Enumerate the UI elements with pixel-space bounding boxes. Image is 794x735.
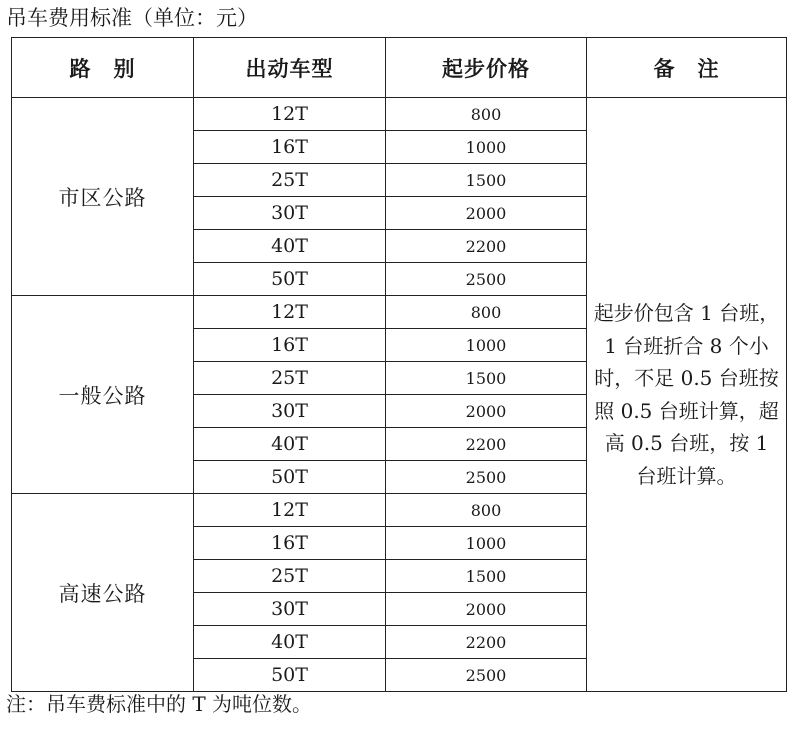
vehicle-model-cell: 40T bbox=[194, 626, 386, 659]
price-cell: 2500 bbox=[386, 659, 587, 692]
page-title: 吊车费用标准（单位：元） bbox=[6, 6, 258, 30]
vehicle-model-cell: 16T bbox=[194, 131, 386, 164]
price-cell: 2000 bbox=[386, 197, 587, 230]
vehicle-model-cell: 40T bbox=[194, 428, 386, 461]
vehicle-model-cell: 50T bbox=[194, 659, 386, 692]
vehicle-model-cell: 12T bbox=[194, 98, 386, 131]
vehicle-model-cell: 30T bbox=[194, 197, 386, 230]
table-body bbox=[12, 98, 787, 692]
price-cell: 1000 bbox=[386, 329, 587, 362]
vehicle-model-cell: 16T bbox=[194, 329, 386, 362]
price-cell: 800 bbox=[386, 494, 587, 527]
vehicle-model-cell: 50T bbox=[194, 461, 386, 494]
price-cell: 1000 bbox=[386, 131, 587, 164]
table-header-row bbox=[12, 38, 787, 98]
price-cell: 2500 bbox=[386, 461, 587, 494]
vehicle-model-cell: 25T bbox=[194, 164, 386, 197]
vehicle-model-cell: 25T bbox=[194, 362, 386, 395]
road-type-cell: 市区公路 bbox=[12, 98, 194, 296]
header-road-type: 路 别 bbox=[12, 38, 194, 98]
header-remarks: 备 注 bbox=[587, 38, 787, 98]
price-cell: 2200 bbox=[386, 230, 587, 263]
price-cell: 800 bbox=[386, 98, 587, 131]
road-type-cell: 高速公路 bbox=[12, 494, 194, 692]
vehicle-model-cell: 30T bbox=[194, 593, 386, 626]
price-cell: 2200 bbox=[386, 626, 587, 659]
vehicle-model-cell: 25T bbox=[194, 560, 386, 593]
remarks-cell: 起步价包含 1 台班，1 台班折合 8 个小时，不足 0.5 台班按照 0.5 台班计算，超高 0.5 台班，按 1 台班计算。 bbox=[587, 98, 787, 692]
price-cell: 2200 bbox=[386, 428, 587, 461]
price-cell: 2500 bbox=[386, 263, 587, 296]
vehicle-model-cell: 50T bbox=[194, 263, 386, 296]
price-cell: 1500 bbox=[386, 164, 587, 197]
vehicle-model-cell: 40T bbox=[194, 230, 386, 263]
price-cell: 2000 bbox=[386, 593, 587, 626]
road-type-cell: 一般公路 bbox=[12, 296, 194, 494]
price-cell: 1500 bbox=[386, 362, 587, 395]
price-cell: 800 bbox=[386, 296, 587, 329]
vehicle-model-cell: 16T bbox=[194, 527, 386, 560]
vehicle-model-cell: 30T bbox=[194, 395, 386, 428]
price-cell: 1000 bbox=[386, 527, 587, 560]
header-starting-price: 起步价格 bbox=[386, 38, 587, 98]
header-vehicle-model: 出动车型 bbox=[194, 38, 386, 98]
footnote: 注：吊车费标准中的 T 为吨位数。 bbox=[6, 692, 313, 716]
vehicle-model-cell: 12T bbox=[194, 494, 386, 527]
price-cell: 2000 bbox=[386, 395, 587, 428]
table-row bbox=[12, 98, 787, 131]
price-cell: 1500 bbox=[386, 560, 587, 593]
vehicle-model-cell: 12T bbox=[194, 296, 386, 329]
crane-fee-table bbox=[11, 37, 787, 692]
